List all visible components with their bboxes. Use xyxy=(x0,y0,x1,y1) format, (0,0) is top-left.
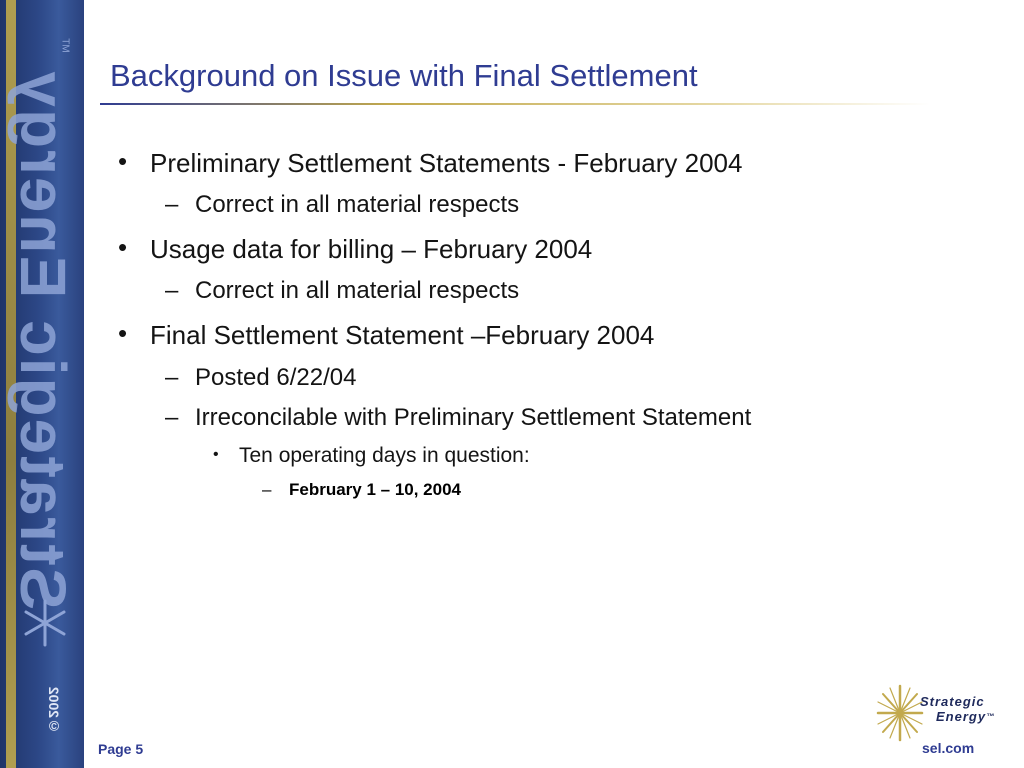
bullet-marker: • xyxy=(118,146,128,176)
logo-trademark: ™ xyxy=(986,712,996,721)
sidebar-copyright: ©2002 xyxy=(46,686,62,734)
bullet-text: February 1 – 10, 2004 xyxy=(289,480,462,499)
sidebar-brand-panel xyxy=(0,0,84,768)
bullet-marker: • xyxy=(213,446,219,463)
bullet-marker: – xyxy=(165,364,179,391)
bullet-text: Ten operating days in question: xyxy=(239,444,530,467)
company-logo xyxy=(876,684,996,742)
bullet-text: Posted 6/22/04 xyxy=(195,364,357,391)
bullet-text: Final Settlement Statement –February 2004 xyxy=(150,320,655,350)
slide-title: Background on Issue with Final Settlement xyxy=(110,58,698,93)
bullet-text: Usage data for billing – February 2004 xyxy=(150,234,593,264)
logo-line-1: Strategic xyxy=(920,694,985,709)
sidebar-brand-word: Strategic Energy xyxy=(7,69,79,611)
website-link[interactable]: sel.com xyxy=(922,740,975,756)
logo-line-2-text: Energy xyxy=(936,709,987,724)
sidebar-star-icon xyxy=(22,598,68,648)
sidebar-trademark: TM xyxy=(59,38,71,53)
title-underline xyxy=(100,103,930,105)
bullet-marker: – xyxy=(165,404,179,431)
bullet-marker: – xyxy=(165,191,179,218)
bullet-marker: • xyxy=(118,232,128,262)
bullet-marker: – xyxy=(165,277,179,304)
logo-wordmark xyxy=(920,694,995,724)
logo-star-icon xyxy=(876,684,924,742)
bullet-text: Preliminary Settlement Statements - February 2004 xyxy=(150,148,743,178)
bullet-text: Correct in all material respects xyxy=(195,191,520,218)
bullet-marker: – xyxy=(262,480,272,499)
bullet-marker: • xyxy=(118,318,128,348)
page-number: Page 5 xyxy=(98,741,144,757)
bullet-text: Correct in all material respects xyxy=(195,277,520,304)
logo-line-2 xyxy=(920,709,995,724)
bullet-text: Irreconcilable with Preliminary Settlement Statement xyxy=(195,404,752,431)
